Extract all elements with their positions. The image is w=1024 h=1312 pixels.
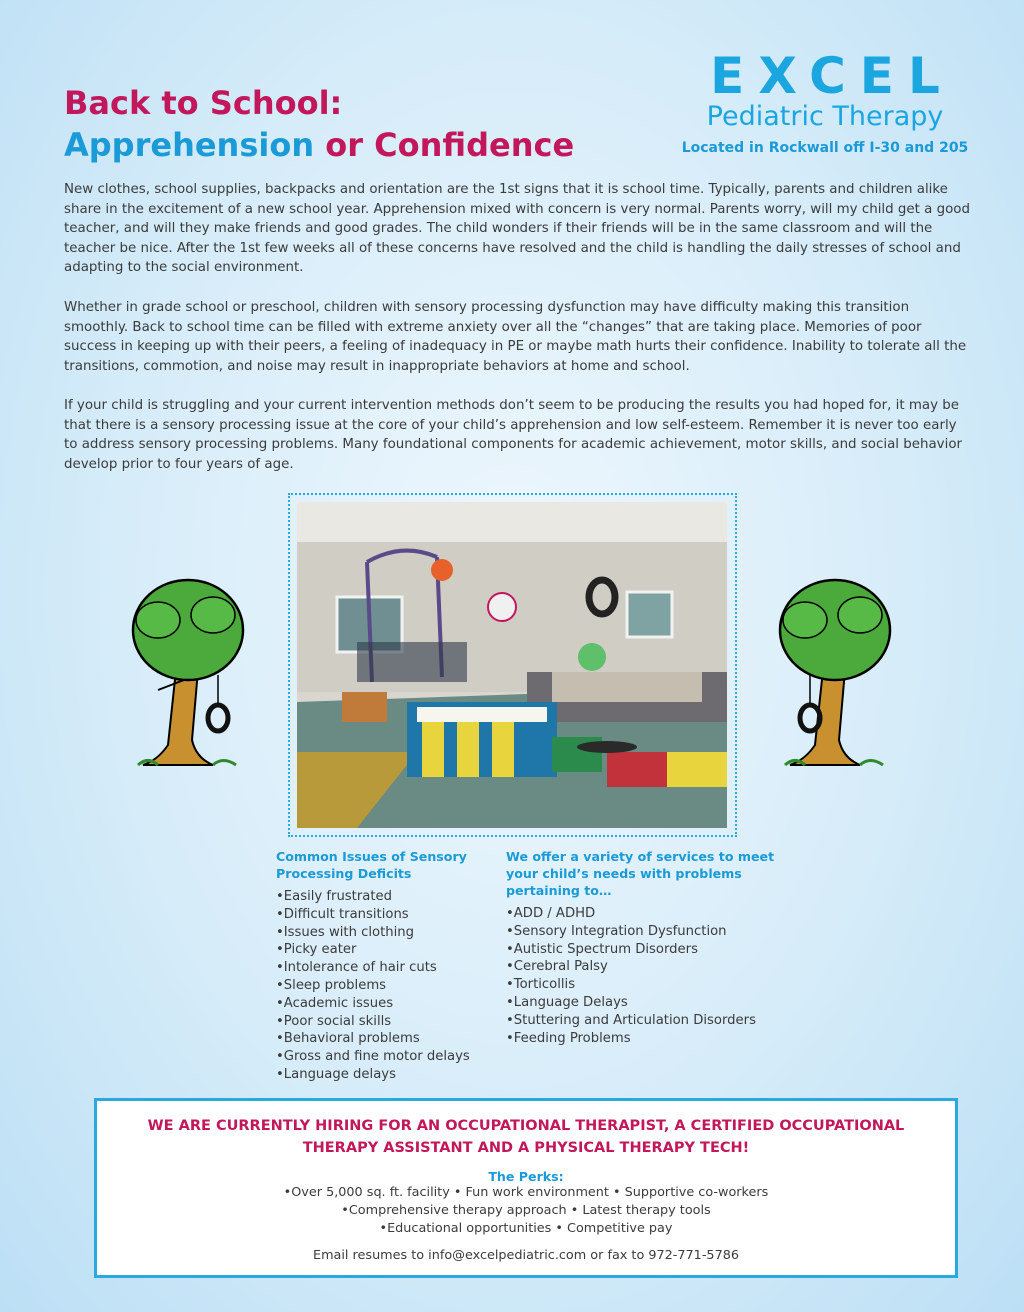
services-heading: We offer a variety of services to meet your child’s needs with problems pertaining to… <box>506 849 775 898</box>
paragraph-2: Whether in grade school or preschool, children with sensory processing dysfunction may have difficulty making this transition smoothly. Back to school time can be filled with extreme anxiety over all the “changes” that are taking place. Memories of poor success in keeping up with their peers, a feeling of inadequacy in PE or maybe math hurts their confidence. Inability to tolerate all the transitions, commotion, and noise may result in inappropriate behaviors at home and school. <box>64 300 967 374</box>
list-item: •Language delays <box>276 1066 396 1082</box>
hiring-box <box>94 1098 958 1278</box>
title-line-2-part-1: Apprehension <box>64 126 326 164</box>
list-item: •Cerebral Palsy <box>506 959 608 975</box>
list-item: •Sleep problems <box>276 977 387 993</box>
title-line-1: Back to School: <box>64 84 343 122</box>
hiring-pre: WE ARE <box>147 1118 216 1134</box>
list-item: •Feeding Problems <box>506 1030 631 1046</box>
list-item: •Autistic Spectrum Disorders <box>506 941 698 957</box>
list-item: •Issues with clothing <box>276 924 415 940</box>
list-item: •Language Delays <box>506 994 628 1010</box>
hiring-headline <box>97 1115 955 1159</box>
tree-with-tire-swing-left <box>118 570 258 770</box>
list-item: •Gross and fine motor delays <box>276 1049 470 1065</box>
hiring-emphasis: CURRENTLY HIRING <box>215 1118 374 1134</box>
logo-brand: EXCEL <box>710 47 954 105</box>
hiring-post: FOR AN OCCUPATIONAL THERAPIST, A CERTIFIED OCCUPATIONAL THERAPY ASSISTANT AND A PHYSICAL THERAPY TECH! <box>302 1118 905 1156</box>
location-text: Located in Rockwall off I-30 and 205 <box>681 140 969 156</box>
issues-list <box>276 888 496 1084</box>
list-item: •Sensory Integration Dysfunction <box>506 923 727 939</box>
list-item: •Difficult transitions <box>276 906 409 922</box>
perk-line: •Comprehensive therapy approach • Latest therapy tools <box>341 1203 711 1218</box>
contact-line: Email resumes to info@excelpediatric.com or fax to 972-771-5786 <box>312 1248 739 1263</box>
tree-with-tire-swing-right <box>765 570 905 770</box>
list-item: •Intolerance of hair cuts <box>276 960 437 976</box>
services-column <box>506 848 776 1047</box>
title-line-2-part-2: or Confidence <box>325 126 575 164</box>
list-item: •Stuttering and Articulation Disorders <box>506 1012 756 1028</box>
list-item: •ADD / ADHD <box>506 906 596 921</box>
list-item: •Picky eater <box>276 942 357 958</box>
list-item: •Poor social skills <box>276 1013 392 1029</box>
excel-logo <box>660 48 990 156</box>
issues-column <box>276 848 496 1084</box>
services-list <box>506 905 776 1047</box>
logo-subtitle: Pediatric Therapy <box>706 101 944 132</box>
perks-title: The Perks: <box>488 1169 564 1184</box>
list-item: •Behavioral problems <box>276 1031 420 1047</box>
paragraph-1: New clothes, school supplies, backpacks and orientation are the 1st signs that it is school time. Typically, parents and children alike share in the excitement of a new school year. Apprehension mixed with concern is very normal. Parents worry, will my child get a good teacher, and will they make friends and good grades. The child wonders if their friends will be in the same classroom and will the teacher be nice. After the 1st few weeks all of these concerns have resolved and the child is handling the daily stresses of school and adapting to the social environment. <box>64 182 970 276</box>
list-item: •Easily frustrated <box>276 889 393 904</box>
perk-line: •Educational opportunities • Competitive pay <box>379 1221 673 1236</box>
list-item: •Academic issues <box>276 995 394 1011</box>
issues-heading: Common Issues of Sensory Processing Deficits <box>276 849 467 881</box>
perk-line: •Over 5,000 sq. ft. facility • Fun work environment • Supportive co-workers <box>283 1185 769 1200</box>
therapy-room-photo <box>297 502 727 828</box>
title-line-2 <box>64 124 574 166</box>
paragraph-3: If your child is struggling and your current intervention methods don’t seem to be producing the results you had hoped for, it may be that there is a sensory processing issue at the core of your child’s apprehension and low self-esteem. Remember it is never too early to address sensory processing problems. Many foundational components for academic achievement, motor skills, and social behavior develop prior to four years of age. <box>64 398 963 472</box>
list-item: •Torticollis <box>506 977 576 993</box>
page-title <box>64 82 574 166</box>
